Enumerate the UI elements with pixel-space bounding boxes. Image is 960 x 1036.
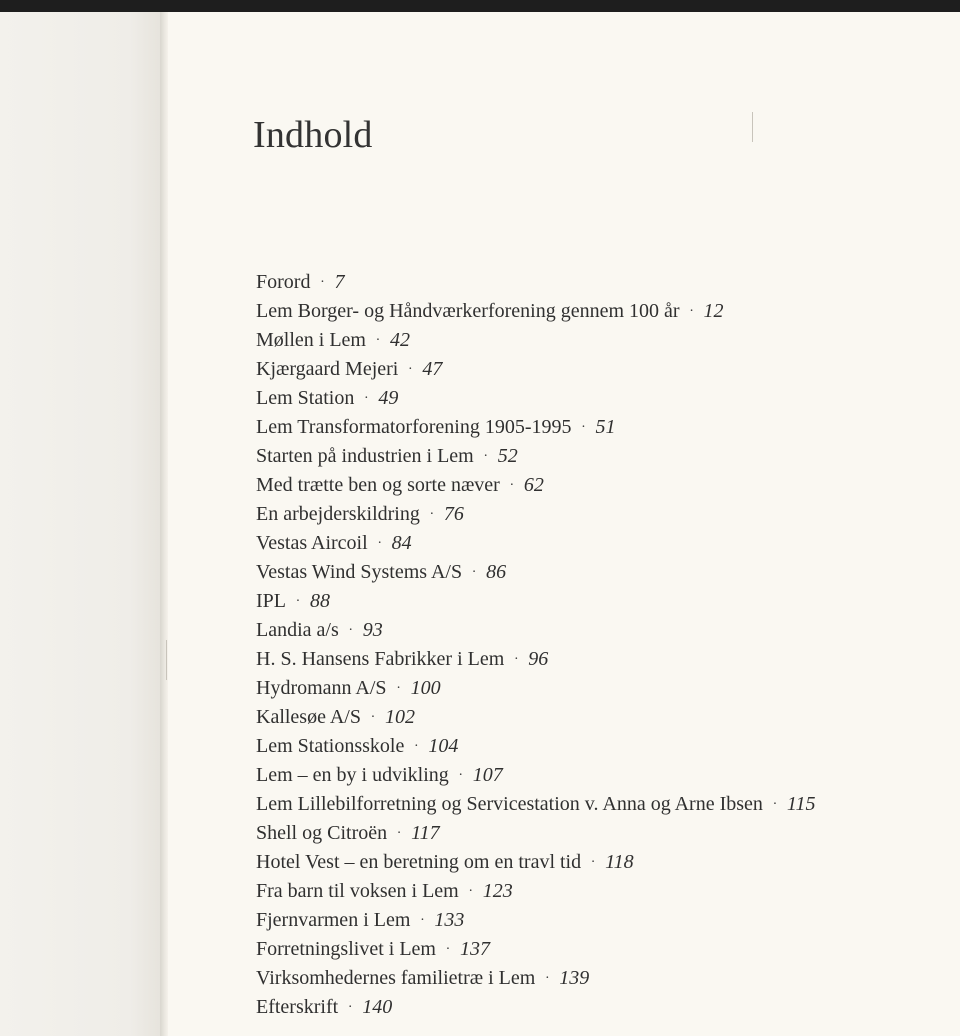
toc-entry-title: Kjærgaard Mejeri bbox=[256, 358, 399, 380]
toc-entry-page: 49 bbox=[378, 387, 399, 409]
toc-entry-title: Hydromann A/S bbox=[256, 677, 387, 699]
toc-entry bbox=[256, 671, 936, 700]
toc-entry-title: Lem Station bbox=[256, 387, 355, 409]
toc-entry-page: 62 bbox=[523, 474, 544, 496]
separator-dot: · bbox=[420, 913, 425, 928]
separator-dot: · bbox=[509, 478, 515, 493]
toc-entry-title: Kallesøe A/S bbox=[256, 706, 361, 728]
toc-entry bbox=[256, 845, 936, 874]
toc-entry-page: 140 bbox=[362, 996, 393, 1018]
toc-entry bbox=[256, 555, 936, 584]
separator-dot: · bbox=[590, 855, 596, 870]
toc-entry bbox=[256, 352, 936, 381]
toc-entry-page: 76 bbox=[443, 503, 464, 525]
toc-entry-title: Virksomhedernes familietræ i Lem bbox=[256, 967, 536, 989]
toc-entry bbox=[256, 323, 936, 352]
toc-entry-page: 12 bbox=[703, 300, 724, 322]
separator-dot: · bbox=[468, 884, 474, 899]
toc-entry-title: Lem Stationsskole bbox=[256, 735, 405, 757]
toc-entry-page: 104 bbox=[428, 735, 459, 757]
toc-entry-page: 84 bbox=[391, 532, 412, 554]
book-gutter bbox=[160, 12, 168, 1036]
toc-entry-page: 117 bbox=[411, 822, 440, 844]
toc-entry-page: 47 bbox=[422, 358, 443, 380]
toc-entry bbox=[256, 961, 936, 990]
toc-entry bbox=[256, 294, 936, 323]
toc-entry-title: Starten på industrien i Lem bbox=[256, 445, 474, 467]
separator-dot: · bbox=[363, 391, 369, 406]
toc-entry-page: 115 bbox=[786, 793, 816, 815]
separator-dot: · bbox=[544, 971, 550, 986]
separator-dot: · bbox=[483, 449, 489, 464]
page-crease-mark bbox=[166, 640, 167, 680]
toc-entry-page: 118 bbox=[605, 851, 634, 873]
toc-entry-title: H. S. Hansens Fabrikker i Lem bbox=[256, 648, 505, 670]
toc-entry bbox=[256, 990, 936, 1019]
toc-entry-page: 93 bbox=[362, 619, 383, 641]
separator-dot: · bbox=[396, 826, 402, 841]
toc-entry-page: 123 bbox=[482, 880, 513, 902]
page-title: Indhold bbox=[253, 114, 373, 156]
toc-entry-title: Hotel Vest – en beretning om en travl tid bbox=[256, 851, 582, 873]
toc-entry bbox=[256, 497, 936, 526]
toc-entry bbox=[256, 584, 936, 613]
separator-dot: · bbox=[429, 507, 435, 522]
toc-entry bbox=[256, 381, 936, 410]
separator-dot: · bbox=[370, 710, 376, 725]
separator-dot: · bbox=[458, 768, 464, 783]
toc-entry-title: Lem Transformatorforening 1905-1995 bbox=[256, 416, 572, 438]
toc-entry-title: Forord bbox=[256, 271, 311, 293]
toc-entry-page: 133 bbox=[434, 909, 465, 931]
toc-entry-title: Shell og Citroën bbox=[256, 822, 388, 844]
toc-entry-title: En arbejderskildring bbox=[256, 503, 420, 525]
toc-entry-title: Forretningslivet i Lem bbox=[256, 938, 436, 960]
toc-entry bbox=[256, 700, 936, 729]
toc-entry bbox=[256, 526, 936, 555]
toc-entry-title: Vestas Wind Systems A/S bbox=[256, 561, 463, 583]
toc-entry-title: Fra barn til voksen i Lem bbox=[256, 880, 459, 902]
toc-entry-title: Møllen i Lem bbox=[256, 329, 366, 351]
toc-entry bbox=[256, 468, 936, 497]
toc-entry bbox=[256, 729, 936, 758]
separator-dot: · bbox=[445, 942, 451, 957]
toc-entry-page: 7 bbox=[334, 271, 345, 293]
toc-entry-title: IPL bbox=[256, 590, 286, 612]
toc-entry bbox=[256, 932, 936, 961]
toc-entry-page: 107 bbox=[472, 764, 503, 786]
separator-dot: · bbox=[772, 797, 778, 812]
toc-entry-title: Lem Borger- og Håndværkerforening gennem 100 år bbox=[256, 300, 680, 322]
separator-dot: · bbox=[471, 565, 477, 580]
toc-entry-title: Lem Lillebilforretning og Servicestation v. Anna og Arne Ibsen bbox=[256, 793, 763, 815]
toc-entry-page: 137 bbox=[459, 938, 490, 960]
separator-dot: · bbox=[377, 536, 382, 551]
toc-entry-title: Fjernvarmen i Lem bbox=[256, 909, 411, 931]
toc-entry-page: 96 bbox=[528, 648, 549, 670]
separator-dot: · bbox=[689, 304, 694, 319]
separator-dot: · bbox=[408, 362, 413, 377]
toc-entry-page: 88 bbox=[310, 590, 330, 612]
page-crease-mark bbox=[752, 112, 753, 142]
toc-entry-title: Vestas Aircoil bbox=[256, 532, 368, 554]
toc-entry bbox=[256, 903, 936, 932]
toc-entry bbox=[256, 816, 936, 845]
toc-entry-title: Efterskrift bbox=[256, 996, 339, 1018]
toc-entry bbox=[256, 265, 936, 294]
toc-entry-page: 86 bbox=[486, 561, 507, 583]
left-page bbox=[0, 12, 162, 1036]
separator-dot: · bbox=[320, 275, 325, 290]
separator-dot: · bbox=[375, 333, 381, 348]
toc-entry-page: 100 bbox=[410, 677, 441, 699]
separator-dot: · bbox=[581, 420, 586, 435]
toc-entry-title: Med trætte ben og sorte næver bbox=[256, 474, 500, 496]
separator-dot: · bbox=[347, 1000, 353, 1015]
separator-dot: · bbox=[396, 681, 401, 696]
toc-entry bbox=[256, 613, 936, 642]
toc-entry-page: 139 bbox=[559, 967, 590, 989]
separator-dot: · bbox=[513, 652, 519, 667]
toc-entry bbox=[256, 439, 936, 468]
separator-dot: · bbox=[348, 623, 354, 638]
toc-entry-title: Lem – en by i udvikling bbox=[256, 764, 449, 786]
toc-entry-page: 42 bbox=[389, 329, 410, 351]
separator-dot: · bbox=[413, 739, 419, 754]
scan-top-edge bbox=[0, 0, 960, 12]
toc-entry-page: 102 bbox=[385, 706, 415, 728]
table-of-contents bbox=[256, 265, 936, 1019]
separator-dot: · bbox=[295, 594, 301, 609]
toc-entry-page: 51 bbox=[595, 416, 616, 438]
toc-entry bbox=[256, 787, 936, 816]
toc-entry bbox=[256, 758, 936, 787]
toc-entry-page: 52 bbox=[497, 445, 518, 467]
toc-entry-title: Landia a/s bbox=[256, 619, 339, 641]
